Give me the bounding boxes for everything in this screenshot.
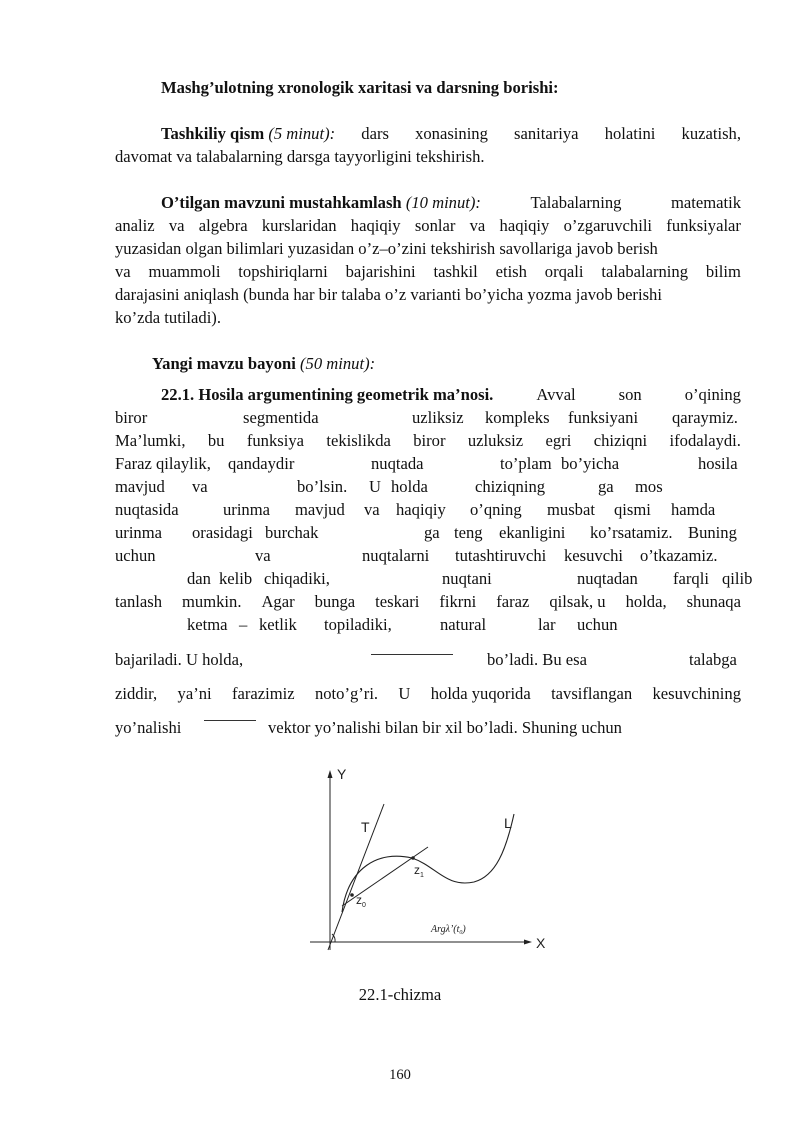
word: Avval <box>536 385 576 404</box>
section-22-1-title: 22.1. Hosila argumentining geometrik ma’nosi. <box>161 385 494 404</box>
section-22-1-line-3 <box>115 431 741 451</box>
tashkiliy-title: Tashkiliy qism <box>161 124 265 143</box>
word: burchak <box>265 523 319 542</box>
word: biror <box>115 408 148 427</box>
word: kelib <box>219 569 253 588</box>
word: – <box>239 615 248 634</box>
paragraph-tashkiliy-line-1 <box>161 124 741 144</box>
word: ga <box>424 523 440 542</box>
word: son <box>618 385 642 404</box>
word: etish <box>495 262 527 281</box>
word: tekislikda <box>326 431 391 450</box>
word: biror <box>413 431 446 450</box>
mustahkamlash-time: (10 minut): <box>405 193 481 212</box>
word: teng <box>454 523 483 542</box>
word: uchun <box>577 615 618 634</box>
word: kompleks <box>485 408 550 427</box>
word: hosila <box>698 454 738 473</box>
word: Talabalarning <box>530 193 622 212</box>
word: tutashtiruvchi <box>455 546 547 565</box>
section-22-1-line-13 <box>115 684 741 704</box>
word: funksiyalar <box>666 216 741 235</box>
word: kesuvchi <box>564 546 623 565</box>
word: yo’nalishi <box>115 718 182 737</box>
word: mavjud <box>115 477 165 496</box>
word: ziddir, <box>115 684 158 703</box>
word: sonlar <box>414 216 456 235</box>
paragraph-mustahkamlash-line-5: darajasini aniqlash (bunda har bir talaba o’z varianti bo’yicha yozma javob berishi <box>115 285 662 304</box>
word: Agar <box>261 592 295 611</box>
word: urinma <box>223 500 271 519</box>
word: qandaydir <box>228 454 295 473</box>
word: tashkil <box>433 262 478 281</box>
curve-label: L <box>504 815 512 831</box>
y-axis-arrow <box>328 770 333 778</box>
word: farqli <box>673 569 709 588</box>
word: urinma <box>115 523 163 542</box>
word: holda, <box>625 592 667 611</box>
word: holda <box>391 477 428 496</box>
fraction-bar <box>204 720 256 721</box>
paragraph-tashkiliy-line-2: davomat va talabalarning darsga tayyorligini tekshirish. <box>115 147 485 166</box>
word: o’qining <box>684 385 741 404</box>
section-22-1-line-1 <box>161 385 741 405</box>
word: uzluksiz <box>467 431 524 450</box>
word: topshiriqlarni <box>238 262 328 281</box>
line-text: bo’ladi. Bu esa <box>487 650 588 669</box>
word: kuzatish, <box>681 124 741 143</box>
word: ya’ni <box>177 684 212 703</box>
word: chiziqning <box>475 477 546 496</box>
point-z0 <box>350 893 354 897</box>
word: topiladiki, <box>324 615 392 634</box>
word: ifodalaydi. <box>669 431 741 450</box>
word: tavsiflangan <box>551 684 633 703</box>
word: segmentida <box>243 408 319 427</box>
word: hamda <box>671 500 716 519</box>
word: Buning <box>688 523 737 542</box>
word: fikrni <box>439 592 477 611</box>
word: holda yuqorida <box>430 684 531 703</box>
word: nuqtani <box>442 569 492 588</box>
word: ketma <box>187 615 228 634</box>
word: to’plam <box>500 454 552 473</box>
word: tanlash <box>115 592 163 611</box>
word: nuqtadan <box>577 569 638 588</box>
word: va <box>364 500 380 519</box>
arg-label: $Arg\lambda’(t_0)$ <box>431 924 466 936</box>
word: Faraz qilaylik, <box>115 454 211 473</box>
word: funksiya <box>246 431 304 450</box>
word: analiz <box>115 216 155 235</box>
word: va <box>168 216 185 235</box>
word: shunaqa <box>686 592 741 611</box>
paragraph-mustahkamlash-line-1 <box>161 193 741 213</box>
page-number: 160 <box>389 1067 411 1083</box>
word: va <box>469 216 486 235</box>
word: bajarishini <box>345 262 416 281</box>
yangi-mavzu-title: Yangi mavzu bayoni <box>152 354 296 373</box>
word: xonasining <box>415 124 488 143</box>
word: muammoli <box>148 262 221 281</box>
word: natural <box>440 615 487 634</box>
word: haqiqiy <box>499 216 550 235</box>
word: nuqtalarni <box>362 546 430 565</box>
word: bo’yicha <box>561 454 620 473</box>
word: mumkin. <box>182 592 242 611</box>
word: bo’lsin. <box>297 477 348 496</box>
figure-22-1 <box>300 762 550 962</box>
paragraph-mustahkamlash-line-2 <box>115 216 741 236</box>
fraction-bar <box>371 654 453 655</box>
word: faraz <box>496 592 530 611</box>
yangi-mavzu-line <box>152 354 778 374</box>
x-axis-label: X <box>536 935 546 951</box>
word: mos <box>635 477 663 496</box>
word: bu <box>207 431 225 450</box>
z1-label: $z_1$ <box>414 863 424 879</box>
word: o’zgaruvchili <box>563 216 653 235</box>
word: o’qning <box>470 500 522 519</box>
word: mavjud <box>295 500 345 519</box>
tashkiliy-time: (5 minut): <box>268 124 336 143</box>
word: ko’rsatamiz. <box>590 523 673 542</box>
word: ketlik <box>259 615 297 634</box>
word: bilim <box>705 262 741 281</box>
word: qaraymiz. <box>672 408 738 427</box>
word: qilib <box>722 569 753 588</box>
word: kesuvchining <box>652 684 741 703</box>
section-22-1-line-10 <box>115 592 741 612</box>
word: chiziqni <box>593 431 648 450</box>
z0-label: $z_0$ <box>356 893 366 909</box>
word: dars <box>361 124 389 143</box>
word: haqiqiy <box>350 216 401 235</box>
word: nuqtasida <box>115 500 179 519</box>
section-heading: Mashg’ulotning xronologik xaritasi va darsning borishi: <box>161 78 559 97</box>
word: kurslaridan <box>261 216 337 235</box>
word: qismi <box>614 500 651 519</box>
word: algebra <box>198 216 248 235</box>
y-axis-label: Y <box>337 766 347 782</box>
mustahkamlash-title: O’tilgan mavzuni mustahkamlash <box>161 193 402 212</box>
word: U <box>398 684 411 703</box>
word: funksiyani <box>568 408 639 427</box>
tangent-label: T <box>361 819 370 835</box>
x-axis-arrow <box>524 940 532 945</box>
tangent-line <box>328 804 384 950</box>
point-z1 <box>411 856 415 860</box>
word: uchun <box>115 546 156 565</box>
word: uzliksiz <box>412 408 464 427</box>
word: bunga <box>314 592 356 611</box>
word: ekanligini <box>499 523 566 542</box>
word: va <box>192 477 208 496</box>
word: noto’g’ri. <box>314 684 379 703</box>
word: egri <box>545 431 572 450</box>
word: talabga <box>689 650 737 669</box>
word: qilsak, u <box>549 592 606 611</box>
word: talabalarning <box>601 262 688 281</box>
word: U <box>369 477 381 496</box>
line-text: vektor yo’nalishi bilan bir xil bo’ladi. Shuning uchun <box>268 718 622 737</box>
word: holatini <box>604 124 656 143</box>
paragraph-mustahkamlash-line-4 <box>115 262 741 282</box>
word: orasidagi <box>192 523 253 542</box>
word: Ma’lumki, <box>115 431 186 450</box>
paragraph-mustahkamlash-line-3: yuzasidan olgan bilimlari yuzasidan o’z–o’zini tekshirish savollariga javob berish <box>115 239 658 258</box>
word: matematik <box>670 193 741 212</box>
paragraph-mustahkamlash-line-6: ko’zda tutiladi). <box>115 308 221 327</box>
word: va <box>255 546 271 565</box>
line-text: bajariladi. U holda, <box>115 650 244 669</box>
word: dan <box>187 569 211 588</box>
word: musbat <box>547 500 595 519</box>
figure-caption: 22.1-chizma <box>358 985 442 1004</box>
word: haqiqiy <box>396 500 446 519</box>
word: farazimiz <box>231 684 295 703</box>
word: sanitariya <box>514 124 579 143</box>
word: orqali <box>544 262 584 281</box>
word: o’tkazamiz. <box>640 546 718 565</box>
word: va <box>115 262 131 281</box>
word: ga <box>598 477 614 496</box>
word: chiqadiki, <box>264 569 330 588</box>
word: lar <box>538 615 556 634</box>
word: teskari <box>375 592 420 611</box>
yangi-mavzu-time: (50 minut): <box>300 354 376 373</box>
word: nuqtada <box>371 454 424 473</box>
